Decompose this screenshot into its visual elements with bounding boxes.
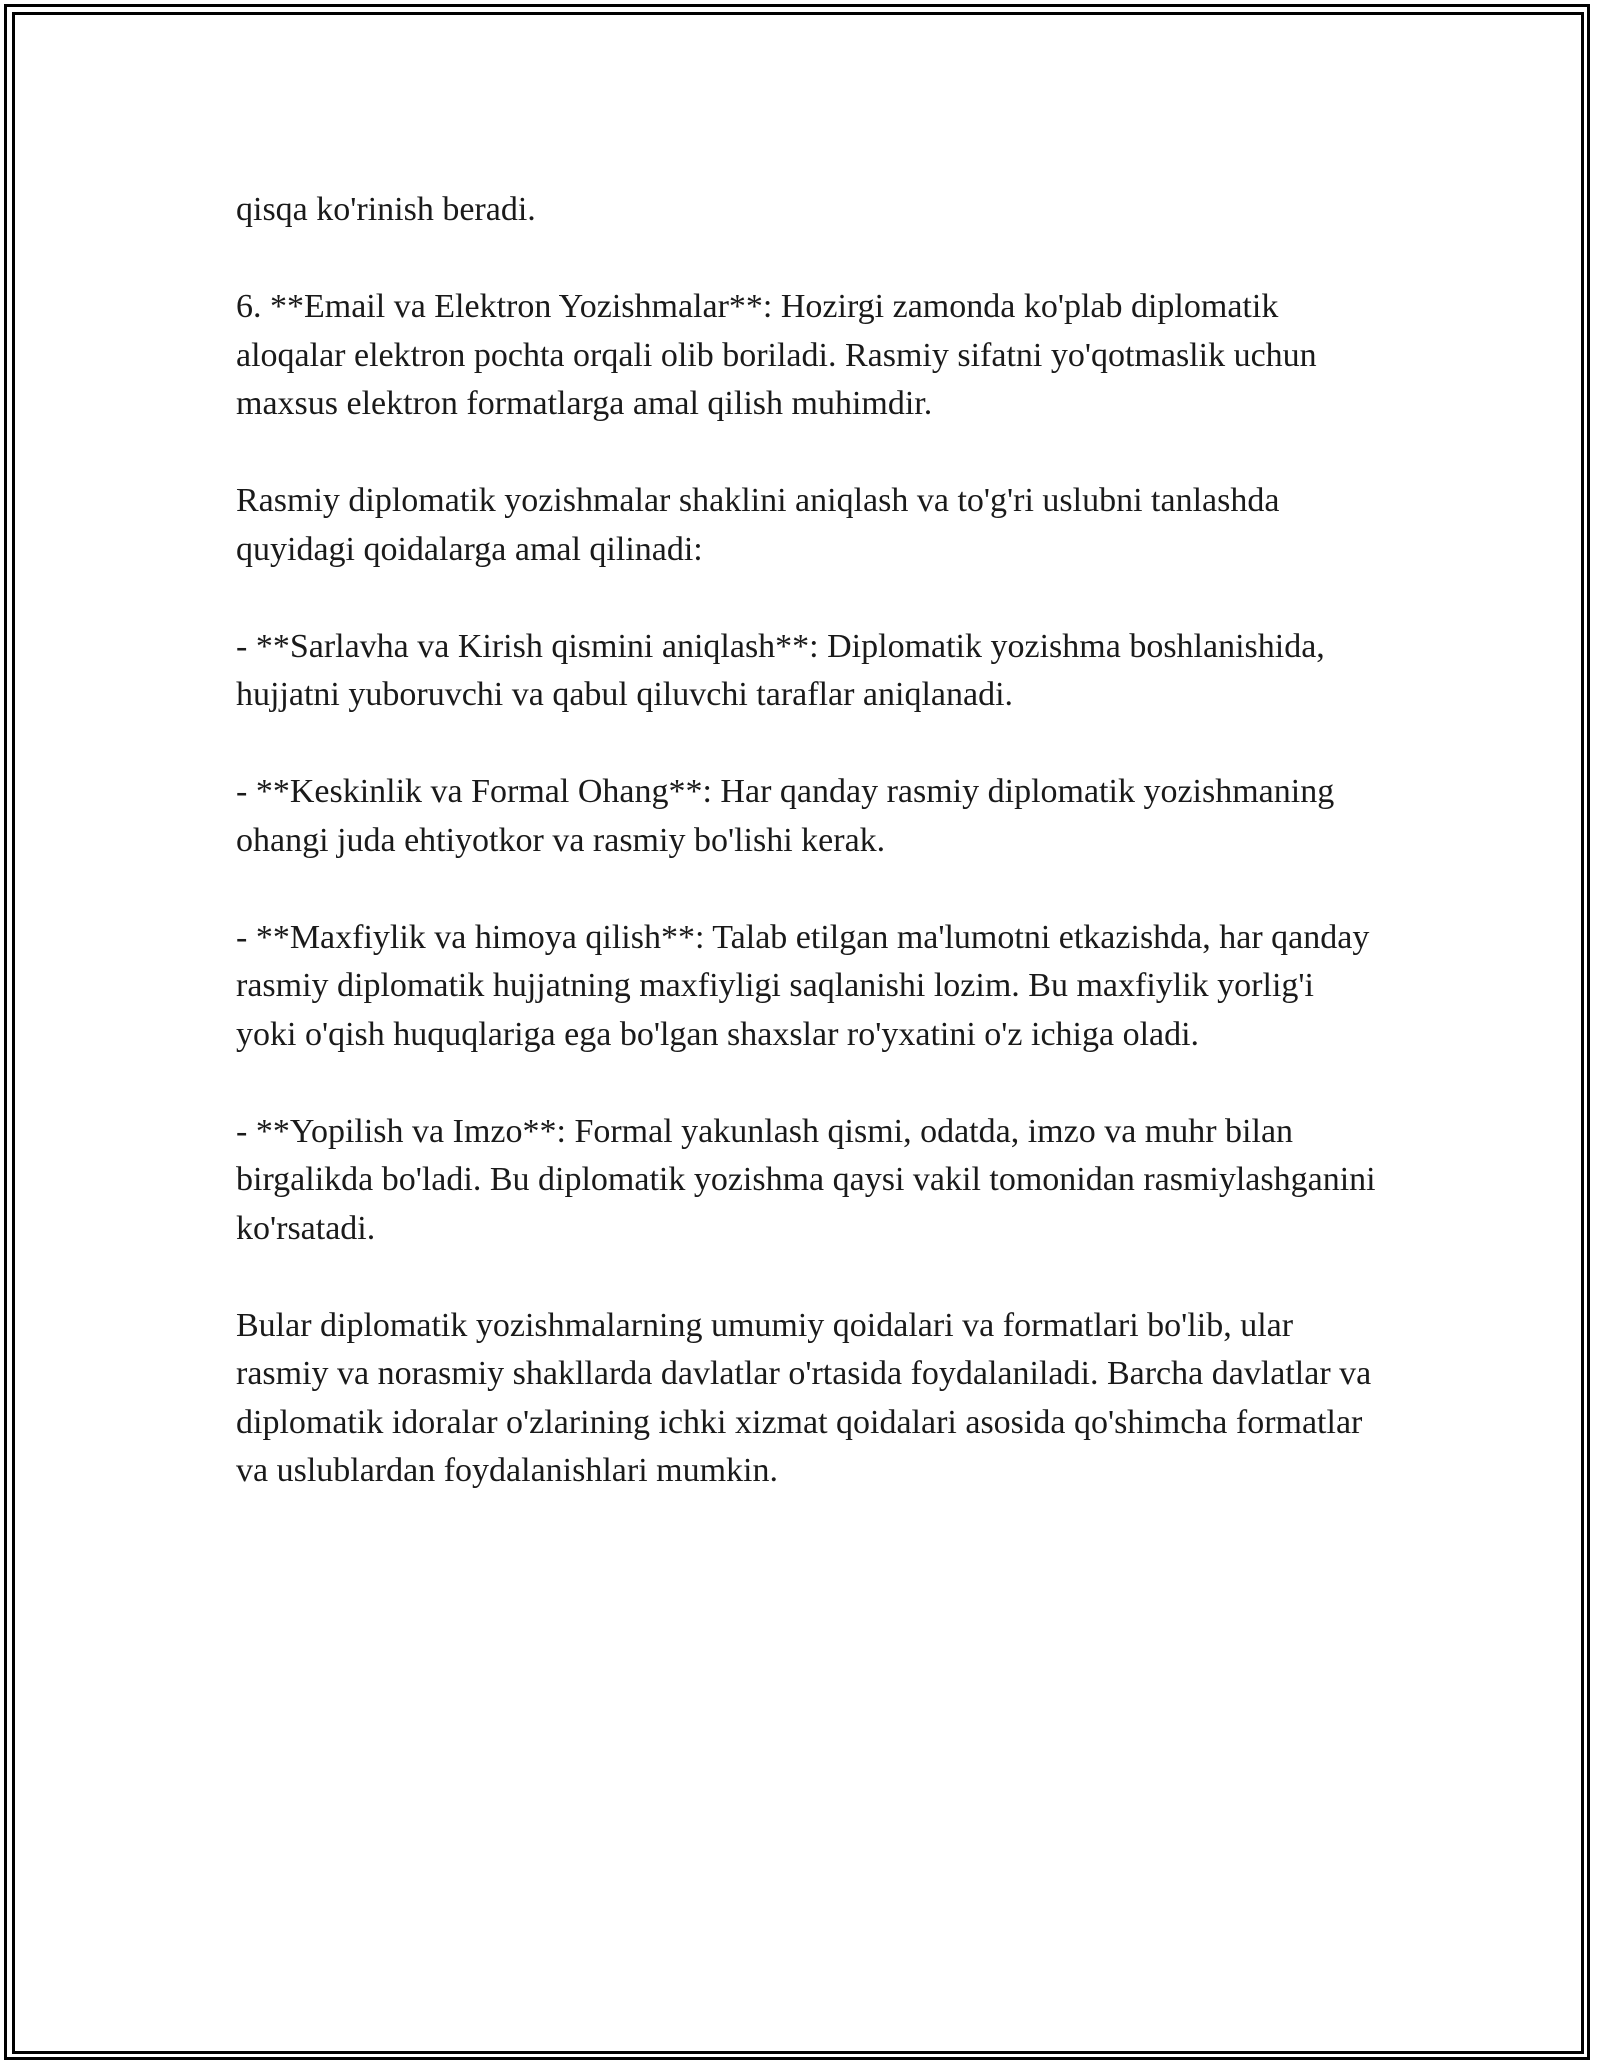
paragraph-conclusion: Bular diplomatik yozishmalarning umumiy qoidalari va formatlari bo'lib, ular rasmiy va norasmiy shakllarda davlatlar o'rtasida foydalaniladi. Barcha davlatlar va diplomatik idoralar o'zlarining ichki xizmat qoidalari asosida qo'shimcha formatlar va uslublardan foydalanishlari mumkin. [236,1306,1372,1489]
list-item-header: - **Sarlavha va Kirish qismini aniqlash**: Diplomatik yozishma boshlanishida, hujjatni yuboruvchi va qabul qiluvchi taraflar aniqlanadi. [236,627,1325,713]
paragraph-continuation: qisqa ko'rinish beradi. [236,191,536,228]
paragraph-rules-intro: Rasmiy diplomatik yozishmalar shaklini aniqlash va to'g'ri uslubni tanlashda quyidagi qoidalarga amal qilinadi: [236,482,1280,568]
paragraph-email-item: 6. **Email va Elektron Yozishmalar**: Hozirgi zamonda ko'plab diplomatik aloqalar elektron pochta orqali olib boriladi. Rasmiy sifatni yo'qotmaslik uchun maxsus elektron formatlarga amal qilish muhimdir. [236,288,1317,422]
list-item-confidentiality: - **Maxfiylik va himoya qilish**: Talab etilgan ma'lumotni etkazishda, har qanday rasmiy diplomatik hujjatning maxfiyligi saqlanishi lozim. Bu maxfiylik yorlig'i yoki o'qish huquqlariga ega bo'lgan shaxslar ro'yxatini o'z ichiga oladi. [236,918,1370,1053]
list-item-closing: - **Yopilish va Imzo**: Formal yakunlash qismi, odatda, imzo va muhr bilan birgalikda bo'ladi. Bu diplomatik yozishma qaysi vakil tomonidan rasmiylashganini ko'rsatadi. [236,1112,1376,1247]
document-body [236,186,1376,1496]
list-item-tone: - **Keskinlik va Formal Ohang**: Har qanday rasmiy diplomatik yozishmaning ohangi juda ehtiyotkor va rasmiy bo'lishi kerak. [236,773,1335,859]
